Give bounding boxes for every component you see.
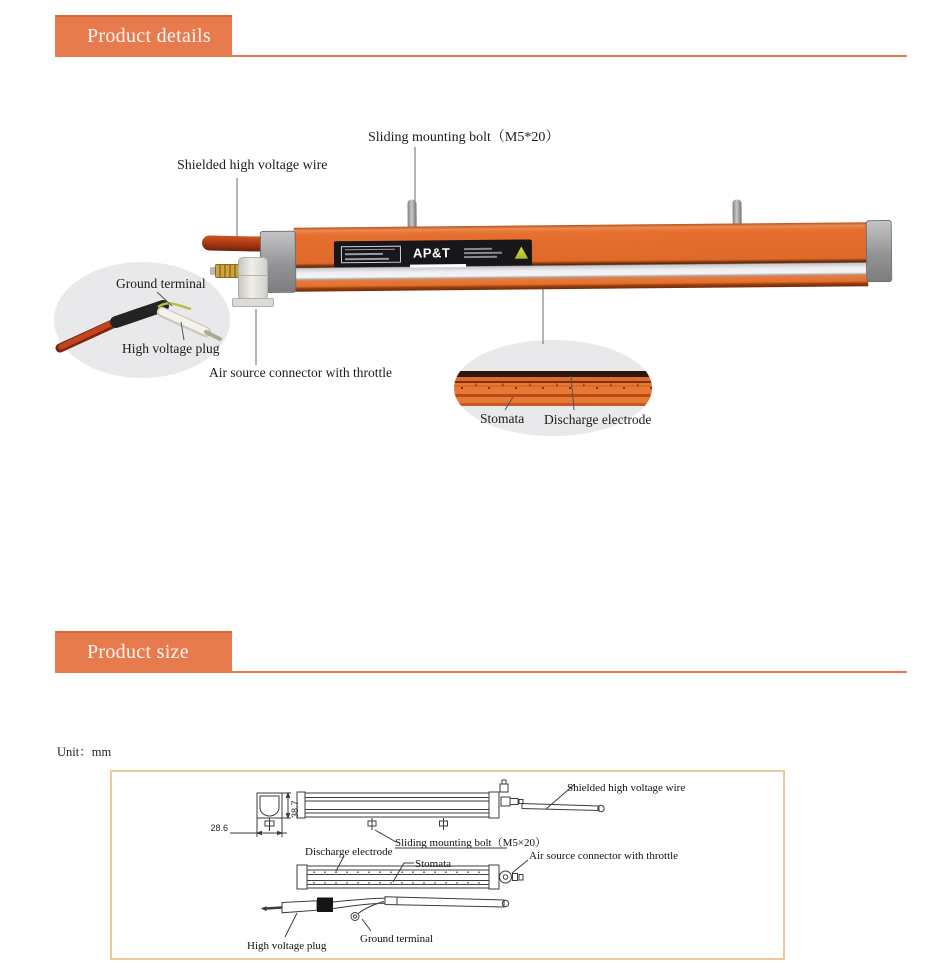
draw-label-air-connector: Air source connector with throttle — [529, 850, 679, 862]
air-connector-graphic — [210, 257, 272, 309]
stomata-dot-rows — [313, 871, 480, 883]
label-air-connector: Air source connector with throttle — [209, 365, 392, 380]
certification-triangle-icon — [514, 246, 528, 259]
label-discharge-electrode: Discharge electrode — [544, 412, 652, 427]
draw-label-discharge-electrode: Discharge electrode — [305, 846, 393, 858]
end-cap-right — [866, 220, 893, 282]
brand-underline — [410, 264, 466, 268]
dimension-drawing — [112, 772, 783, 958]
label-high-voltage-plug: High voltage plug — [122, 341, 220, 356]
draw-label-sliding-bolt: Sliding mounting bolt（M5×20） — [395, 837, 547, 849]
bar-body — [294, 222, 869, 292]
cable-view — [262, 897, 509, 937]
label-sliding-bolt: Sliding mounting bolt（M5*20） — [368, 130, 560, 145]
nameplate — [334, 239, 532, 267]
dim-height: 38.7 — [290, 800, 300, 818]
size-title: Product size — [87, 641, 189, 663]
label-ground-terminal: Ground terminal — [116, 276, 206, 291]
size-banner — [55, 631, 232, 673]
draw-label-stomata: Stomata — [415, 858, 452, 870]
brand-logo: AP&T — [412, 245, 451, 261]
ionizing-bar — [260, 219, 893, 295]
nameplate-spec-box — [341, 245, 401, 263]
details-banner — [55, 15, 232, 57]
label-stomata: Stomata — [480, 411, 525, 426]
nameplate-ratings — [464, 248, 504, 258]
dim-width: 28.6 — [210, 823, 228, 833]
end-view — [230, 793, 291, 837]
unit-label: Unit：mm — [57, 745, 112, 759]
draw-label-high-voltage-plug: High voltage plug — [247, 940, 327, 952]
draw-label-ground-terminal: Ground terminal — [360, 933, 434, 945]
details-title: Product details — [87, 25, 211, 47]
draw-label-shielded-wire: Shielded high voltage wire — [567, 782, 686, 794]
label-shielded-wire: Shielded high voltage wire — [177, 158, 328, 173]
shielded-wire-graphic — [202, 235, 266, 251]
dimension-drawing-box — [110, 770, 785, 960]
